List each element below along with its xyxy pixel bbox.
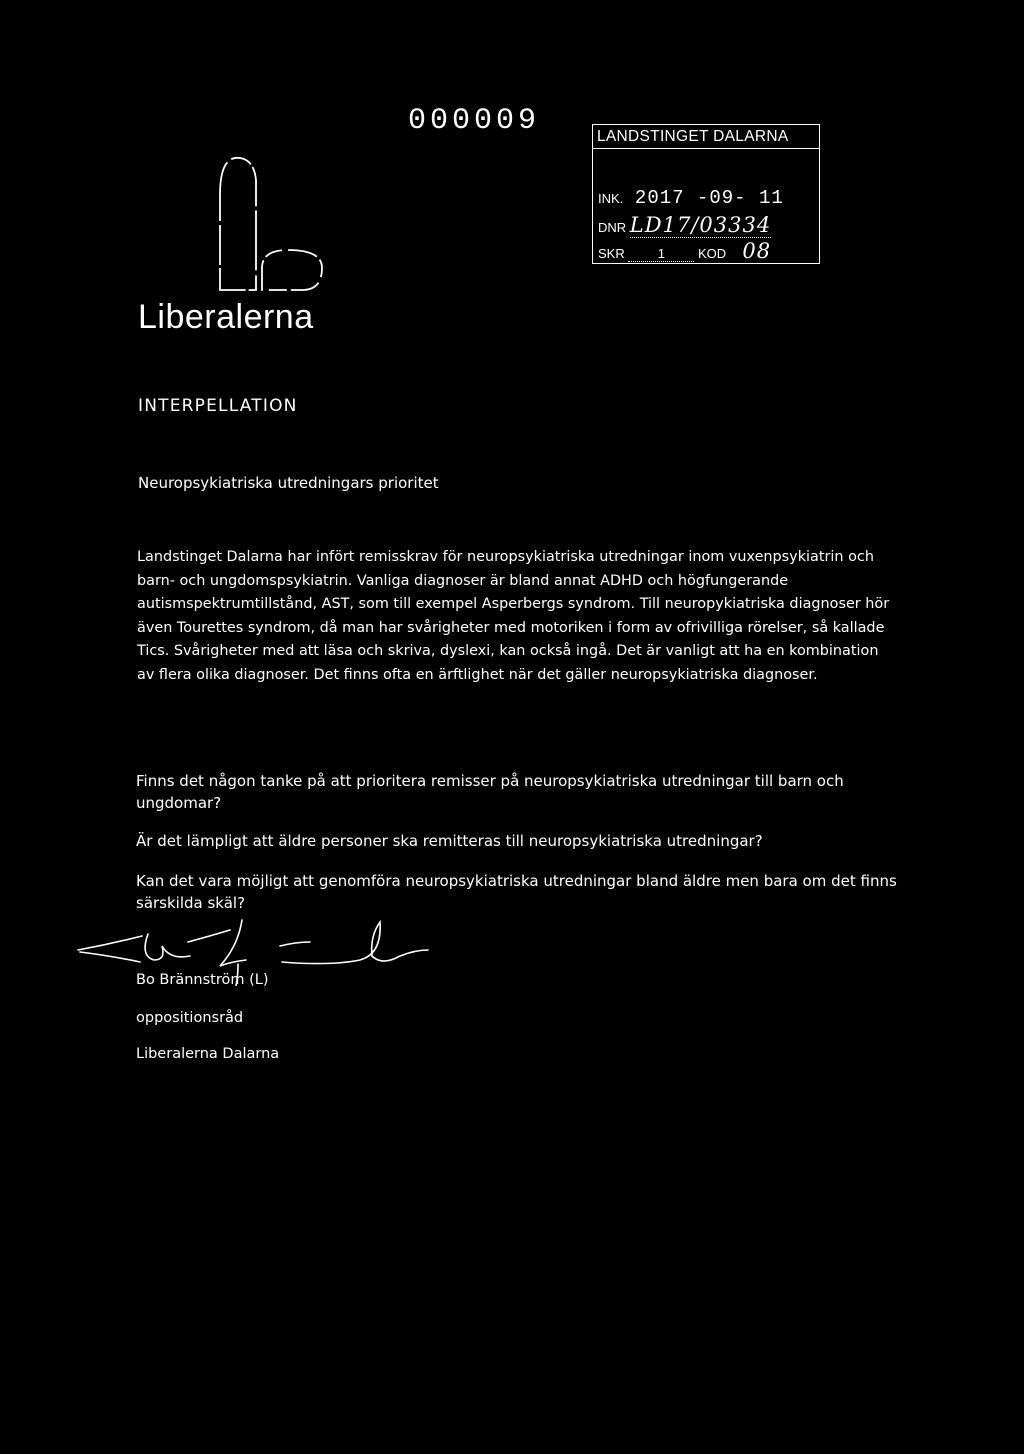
signer-role: oppositionsråd [136,1010,244,1026]
stamp-kod-label: KOD [697,246,727,261]
stamp-kod-value: 08 [730,239,784,264]
signer-name: Bo Brännström (L) [136,972,269,988]
question-3: Kan det vara möjligt att genomföra neuropsykiatriska utredningar bland äldre men bara om det finns särskilda skäl? [136,872,897,912]
stamp-skr-label: SKR [598,246,625,261]
stamp-ink-date: 2017 -09- 11 [634,187,784,209]
stamp-ink-row [598,187,784,209]
document-number: 000009 [408,104,541,138]
stamp-org: LANDSTINGET DALARNA [597,128,789,145]
stamp-dnr-label: DNR [598,220,627,235]
stamp-dnr-row [598,213,771,237]
document-subject: Neuropsykiatriska utredningars prioritet [138,474,439,492]
body-paragraph: Landstinget Dalarna har infört remisskrav för neuropsykiatriska utredningar inom vuxenpsykiatrin och barn- och ungdomspsykiatrin. Vanliga diagnoser är bland annat ADHD och högfungerande autismspektrumtillstånd, AST, som till exempel Asperbergs syndrom. Till neuropykiatriska diagnoser hör även Tourettes syndrom, då man har svårigheter med motoriken i form av ofrivilliga rörelser, så kallade Tics. Svårigheter med att läsa och skriva, dyslexi, kan också ingå. Det är vanligt att ha en kombination av flera olika diagnoser. Det finns ofta en ärftlighet när det gäller neuropsykiatriska diagnoser. [137,549,890,683]
stamp-skr-value: 1 [628,246,694,262]
stamp-dnr-value: LD17/03334 [629,213,772,237]
document-type: INTERPELLATION [138,396,298,416]
stamp-skr-row [598,239,784,264]
signer-party: Liberalerna Dalarna [136,1046,280,1062]
registration-stamp [592,124,820,264]
logo-wordmark: Liberalerna [138,298,314,336]
question-2: Är det lämpligt att äldre personer ska remitteras till neuropsykiatriska utredningar? [136,832,763,850]
liberalerna-logo-icon [210,150,340,300]
question-1: Finns det någon tanke på att prioritera remisser på neuropsykiatriska utredningar till barn och ungdomar? [136,772,844,812]
stamp-ink-label: INK. [598,191,624,206]
stamp-divider [593,148,819,149]
